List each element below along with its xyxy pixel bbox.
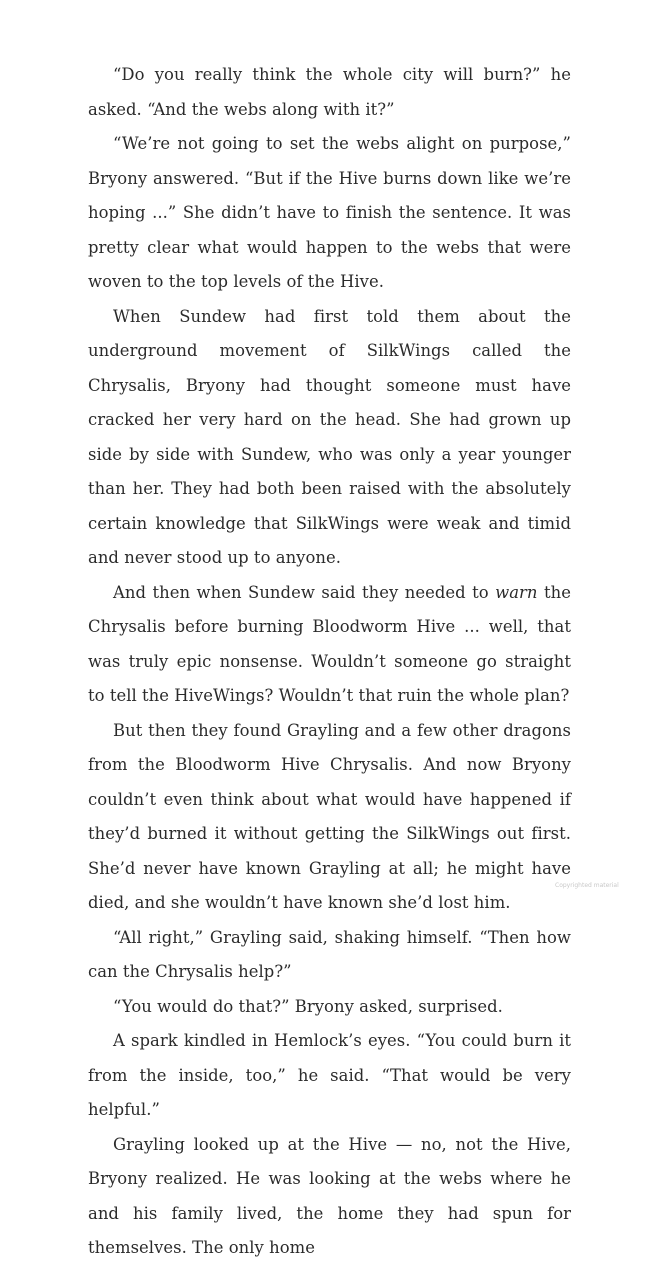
paragraph-6: “All right,” Grayling said, shaking himself. “Then how can the Chrysalis help?”: [88, 927, 571, 981]
paragraph-4-after: the Chrysalis before burning Bloodworm Hive ... well, that was truly epic nonsense. Wouldn’t someone go straight to tell the HiveWings? Wouldn’t that ruin the whole plan?: [88, 582, 571, 705]
paragraph-1: “Do you really think the whole city will burn?” he asked. “And the webs along with it?”: [88, 65, 571, 119]
paragraph-9: Grayling looked up at the Hive — no, not the Hive, Bryony realized. He was looking at the webs where he and his family lived, the home they had spun for themselves. The only home: [88, 1134, 571, 1257]
paragraph-8: A spark kindled in Hemlock’s eyes. “You could burn it from the inside, too,” he said. “That would be very helpful.”: [88, 1031, 571, 1119]
paragraph-3: When Sundew had first told them about the underground movement of SilkWings called the Chrysalis, Bryony had thought someone must have cracked her very hard on the head. She had grown up side by side with Sundew, who was only a year younger than her. They had both been raised with the absolutely certain knowledge that SilkWings were weak and timid and never stood up to anyone.: [88, 306, 571, 567]
paragraph-4-before: And then when Sundew said they needed to: [113, 582, 496, 602]
book-page-text: [88, 58, 571, 1266]
paragraph-4: [88, 576, 571, 714]
copyright-watermark: Copyrighted material: [555, 882, 619, 889]
paragraph-5: But then they found Grayling and a few other dragons from the Bloodworm Hive Chrysalis. And now Bryony couldn’t even think about what would have happened if they’d burned it without getting the SilkWings out first. She’d never have known Grayling at all; he might have died, and she wouldn’t have known she’d lost him.: [88, 720, 571, 912]
paragraph-7: “You would do that?” Bryony asked, surprised.: [113, 996, 503, 1016]
paragraph-2: “We’re not going to set the webs alight on purpose,” Bryony answered. “But if the Hive burns down like we’re hoping ...” She didn’t have to finish the sentence. It was pretty clear what would happen to the webs that were woven to the top levels of the Hive.: [88, 134, 571, 291]
emphasis-warn: warn: [495, 582, 538, 602]
